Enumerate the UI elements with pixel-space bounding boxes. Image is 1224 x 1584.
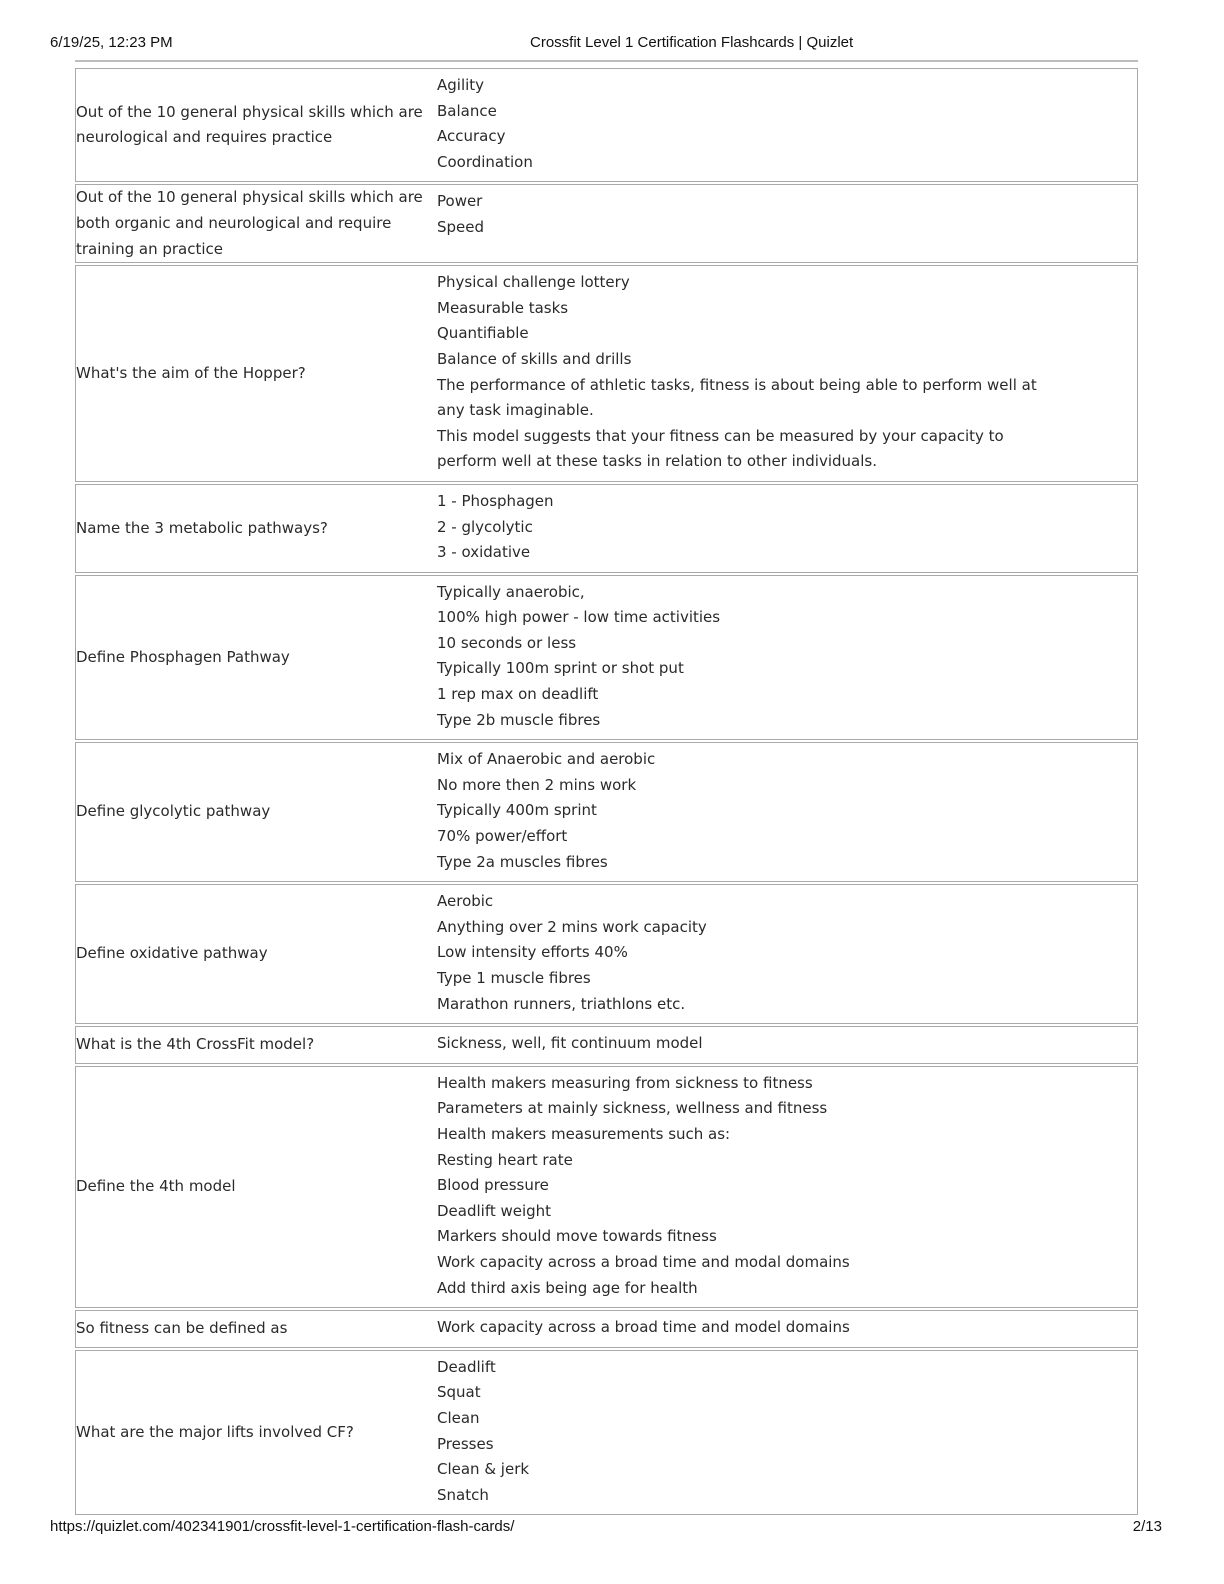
flashcard-term	[76, 576, 437, 740]
definition-line: Squat	[437, 1383, 481, 1402]
term-text: Name the 3 metabolic pathways?	[76, 518, 328, 537]
page-number: 2/13	[1132, 1518, 1162, 1535]
flashcard-definition	[437, 576, 1137, 740]
flashcard-row	[75, 484, 1138, 573]
definition-line: Deadlift	[437, 1357, 496, 1376]
term-text: What are the major lifts involved CF?	[76, 1422, 354, 1441]
flashcard-definition	[437, 69, 1137, 181]
flashcard-row	[75, 742, 1138, 882]
definition-line: Markers should move towards fitness	[437, 1227, 717, 1246]
term-text: Define oxidative pathway	[76, 944, 268, 963]
flashcard-row	[75, 265, 1138, 482]
definition-line: Physical challenge lottery	[437, 273, 630, 292]
definition-line: 3 - oxidative	[437, 543, 531, 562]
divider	[75, 60, 1138, 62]
term-text: Define the 4th model	[76, 1177, 236, 1196]
term-text: What is the 4th CrossFit model?	[76, 1035, 315, 1054]
definition-line: Type 2b muscle fibres	[437, 710, 601, 729]
flashcard-term	[76, 1027, 437, 1063]
flashcard-definition	[437, 1351, 1137, 1515]
flashcard-term	[76, 1351, 437, 1515]
flashcard-definition	[437, 1067, 1137, 1307]
flashcard-definition	[437, 266, 1137, 481]
flashcard-definition	[437, 185, 1137, 262]
definition-line: Speed	[437, 217, 485, 236]
definition-line: Typically anaerobic,	[437, 582, 585, 601]
definition-line: Type 2a muscles fibres	[437, 852, 608, 871]
definition-line: 70% power/effort	[437, 827, 568, 846]
definition-line: Sickness, well, fit continuum model	[437, 1034, 703, 1053]
definition-line: Typically 100m sprint or shot put	[437, 659, 684, 678]
flashcard-row	[75, 1066, 1138, 1308]
flashcard-term	[76, 69, 437, 181]
flashcard-row	[75, 1350, 1138, 1516]
definition-line: Add third axis being age for health	[437, 1278, 698, 1297]
flashcard-definition	[437, 743, 1137, 881]
definition-line: 2 - glycolytic	[437, 517, 533, 536]
definition-line: Health makers measuring from sickness to fitness	[437, 1073, 813, 1092]
flashcard-term	[76, 743, 437, 881]
definition-line: This model suggests that your fitness can be measured by your capacity to perform well at these tasks in relation to other individuals.	[437, 426, 1004, 471]
definition-line: Deadlift weight	[437, 1201, 552, 1220]
definition-line: Snatch	[437, 1485, 489, 1504]
definition-line: Marathon runners, triathlons etc.	[437, 994, 686, 1013]
flashcard-term	[76, 485, 437, 572]
definition-line: 1 - Phosphagen	[437, 491, 554, 510]
term-text: What's the aim of the Hopper?	[76, 363, 306, 382]
definition-line: Coordination	[437, 152, 533, 171]
term-text: Define glycolytic pathway	[76, 802, 271, 821]
definition-line: Agility	[437, 76, 485, 94]
flashcard-row	[75, 884, 1138, 1024]
definition-line: 100% high power - low time activities	[437, 608, 721, 627]
flashcard-term	[76, 185, 437, 262]
flashcard-definition	[437, 1027, 1137, 1063]
flashcard-row	[75, 575, 1138, 741]
definition-line: Aerobic	[437, 892, 494, 911]
flashcard-row	[75, 68, 1138, 182]
definition-line: Anything over 2 mins work capacity	[437, 917, 707, 936]
definition-line: Typically 400m sprint	[437, 801, 597, 820]
print-datetime: 6/19/25, 12:23 PM	[50, 34, 173, 51]
definition-line: Clean	[437, 1408, 480, 1427]
flashcard-definition	[437, 885, 1137, 1023]
flashcard-definition	[437, 1311, 1137, 1347]
definition-line: Work capacity across a broad time and modal domains	[437, 1252, 850, 1271]
definition-line: 10 seconds or less	[437, 633, 577, 652]
definition-line: No more then 2 mins work	[437, 775, 637, 794]
page-title: Crossfit Level 1 Certification Flashcards | Quizlet	[530, 34, 854, 51]
flashcard-definition	[437, 485, 1137, 572]
page-url: https://quizlet.com/402341901/crossfit-level-1-certification-flash-cards/	[50, 1518, 515, 1535]
flashcard-term	[76, 1311, 437, 1347]
definition-line: Resting heart rate	[437, 1150, 573, 1169]
definition-line: 1 rep max on deadlift	[437, 685, 599, 704]
definition-line: Low intensity efforts 40%	[437, 943, 628, 962]
definition-line: Quantifiable	[437, 324, 529, 343]
term-text: So fitness can be defined as	[76, 1319, 288, 1338]
flashcard-term	[76, 1067, 437, 1307]
definition-line: Health makers measurements such as:	[437, 1124, 731, 1143]
definition-line: Clean & jerk	[437, 1460, 530, 1479]
definition-line: The performance of athletic tasks, fitness is about being able to perform well at any task imaginable.	[437, 375, 1037, 420]
definition-line: Presses	[437, 1434, 494, 1453]
definition-line: Balance of skills and drills	[437, 349, 632, 368]
flashcard-list	[75, 60, 1138, 1517]
definition-line: Mix of Anaerobic and aerobic	[437, 750, 656, 769]
card-container	[75, 68, 1138, 1515]
flashcard-term	[76, 266, 437, 481]
term-text: Define Phosphagen Pathway	[76, 647, 290, 666]
definition-line: Blood pressure	[437, 1176, 549, 1195]
definition-line: Parameters at mainly sickness, wellness and fitness	[437, 1099, 828, 1118]
term-text: Out of the 10 general physical skills which are both organic and neurological and require training an practice	[76, 188, 423, 258]
term-text: Out of the 10 general physical skills which are neurological and requires practice	[76, 102, 423, 147]
definition-line: Measurable tasks	[437, 298, 569, 317]
definition-line: Work capacity across a broad time and model domains	[437, 1318, 850, 1337]
flashcard-row	[75, 1310, 1138, 1348]
flashcard-row	[75, 184, 1138, 263]
definition-line: Type 1 muscle fibres	[437, 969, 591, 987]
definition-line: Power	[437, 192, 483, 211]
definition-line: Balance	[437, 101, 497, 120]
flashcard-term	[76, 885, 437, 1023]
definition-line: Accuracy	[437, 127, 506, 146]
flashcard-row	[75, 1026, 1138, 1064]
